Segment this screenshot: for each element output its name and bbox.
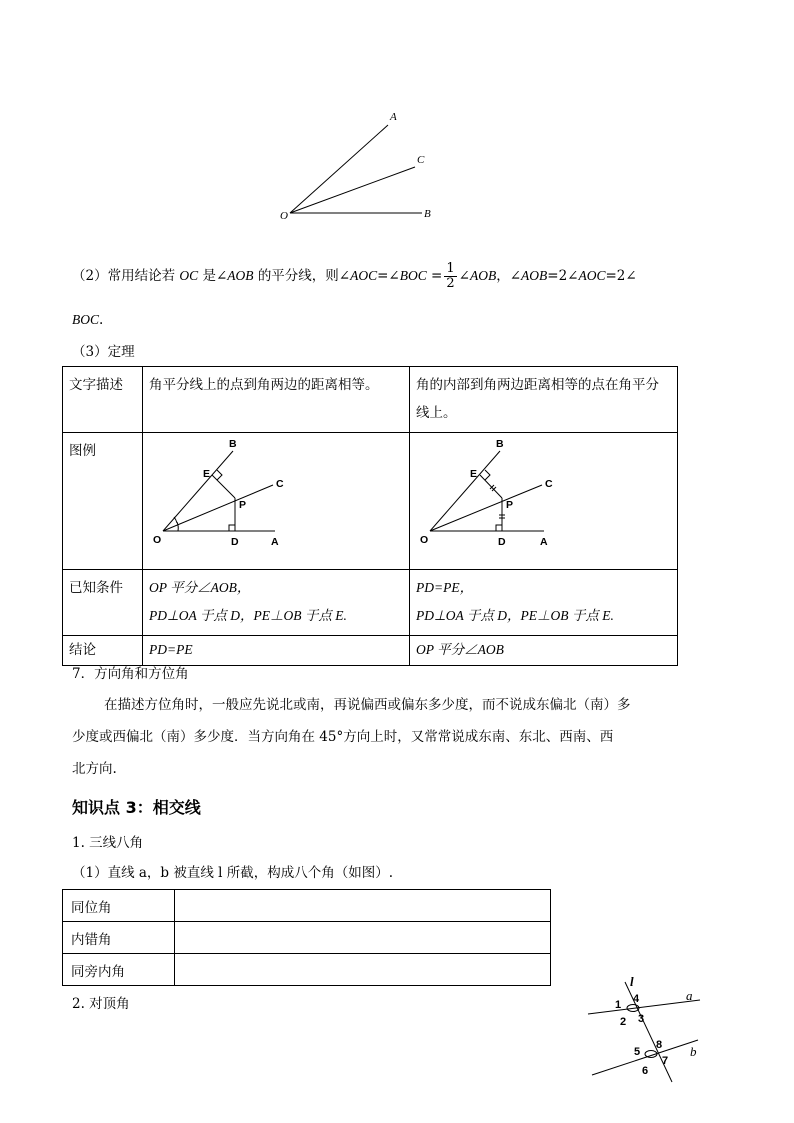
- fig-left-a: A: [271, 536, 279, 548]
- fig-left-c: C: [276, 478, 284, 490]
- line-a-label: a: [686, 988, 693, 1003]
- figure-right-cell: [410, 433, 678, 570]
- blank-cell: [175, 922, 551, 954]
- fig-right-b: B: [496, 438, 504, 450]
- duiding-title: 2. 对顶角: [72, 996, 130, 1012]
- angle-8: 8: [656, 1039, 663, 1051]
- angle-types-table: [62, 889, 551, 986]
- line-b-label: b: [690, 1044, 697, 1059]
- line-l-label: l: [630, 974, 634, 989]
- angle-aob-figure: [270, 105, 450, 225]
- bisector-figure-right: [410, 433, 675, 559]
- angle-4: 4: [633, 993, 640, 1005]
- sanxian-title: 1. 三线八角: [72, 835, 144, 851]
- row-head-given: 已知条件: [63, 570, 143, 636]
- fig-right-o: O: [420, 534, 429, 546]
- label-c: C: [417, 154, 425, 166]
- label-a: A: [390, 111, 397, 123]
- fig-left-e: E: [203, 468, 211, 480]
- theorem-table: [62, 366, 678, 666]
- given-left: OP 平分∠AOB， PD⊥OA 于点 D，PE⊥OB 于点 E.: [143, 570, 410, 636]
- sanxian-sub: （1）直线 a，b 被直线 l 所截，构成八个角（如图）.: [72, 865, 394, 881]
- item2-line2: BOC.: [72, 312, 104, 328]
- theorem-left-text: 角平分线上的点到角两边的距离相等。: [143, 367, 410, 433]
- fig-left-o: O: [153, 534, 162, 546]
- theorem-right-text: 角的内部到角两边距离相等的点在角平分线上。: [410, 367, 678, 433]
- given-right: PD=PE， PD⊥OA 于点 D，PE⊥OB 于点 E.: [410, 570, 678, 636]
- row-head-conclusion: 结论: [63, 636, 143, 666]
- knowledge3-heading: 知识点 3：相交线: [72, 798, 201, 817]
- row-tongpang: 同旁内角: [63, 954, 175, 986]
- angle-3: 3: [638, 1013, 645, 1025]
- bisector-figure-left: [143, 433, 408, 559]
- section7-para-line3: 北方向.: [72, 761, 117, 777]
- blank-cell: [175, 890, 551, 922]
- three-lines-figure: [580, 970, 710, 1085]
- label-b: B: [424, 208, 431, 220]
- section7-para-line1: 在描述方位角时，一般应先说北或南，再说偏西或偏东多少度，而不说成东偏北（南）多: [104, 697, 631, 713]
- figure-left-cell: [143, 433, 410, 570]
- fig-left-b: B: [229, 438, 237, 450]
- conclusion-right: OP 平分∠AOB: [410, 636, 678, 666]
- angle-5: 5: [634, 1046, 641, 1058]
- fig-right-c: C: [545, 478, 553, 490]
- item2-line1: （2）常用结论若 OC 是∠AOB 的平分线，则∠AOC=∠BOC = $\frac{1}{2}$ ∠AOB，∠AOB=2∠AOC=2∠: [72, 261, 637, 291]
- angle-6: 6: [642, 1065, 649, 1077]
- blank-cell: [175, 954, 551, 986]
- row-neicuo: 内错角: [63, 922, 175, 954]
- row-head-figure: 图例: [63, 433, 143, 570]
- conclusion-left: PD=PE: [143, 636, 410, 666]
- fig-left-p: P: [239, 499, 247, 511]
- angle-1: 1: [615, 999, 622, 1011]
- fig-left-d: D: [231, 536, 239, 548]
- half-fraction: $\frac{1}{2}$: [446, 261, 455, 291]
- angle-2: 2: [620, 1016, 627, 1028]
- fig-right-p: P: [506, 499, 514, 511]
- row-head-description: 文字描述: [63, 367, 143, 433]
- fig-right-d: D: [498, 536, 506, 548]
- section7-title: 7．方向角和方位角: [72, 666, 189, 682]
- fig-right-a: A: [540, 536, 548, 548]
- section7-para-line2: 少度或西偏北（南）多少度．当方向角在 45°方向上时，又常常说成东南、东北、西南、西: [72, 729, 614, 745]
- item3-title: （3）定理: [72, 344, 135, 360]
- fig-right-e: E: [470, 468, 478, 480]
- label-o: O: [280, 210, 288, 222]
- angle-7: 7: [662, 1055, 669, 1067]
- row-tongwei: 同位角: [63, 890, 175, 922]
